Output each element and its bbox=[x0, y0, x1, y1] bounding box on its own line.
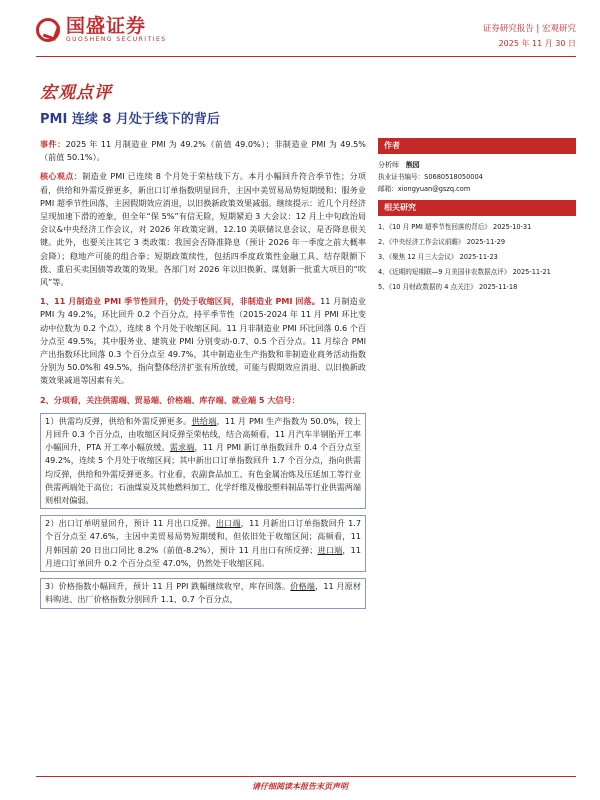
signal-3-text-price: ，11 月原材料购进、出厂价格指数分别回升 1.1、0.7 个百分点， bbox=[45, 581, 361, 605]
related-item[interactable]: 1、《10 月 PMI 超季节性回落的背后》 2025-10-31 bbox=[378, 223, 532, 231]
report-date: 2025 年 11 月 30 日 bbox=[498, 39, 576, 48]
section-1-body: 11 月制造业 PMI 为 49.2%，环比回升 0.2 个百分点，持平季节性（2015-2024 年 11 月 PMI 环比变动中位数为 0.2 个点），连续 8 个月处于收缩区间。11 月非制造业 PMI 环比回落 0.6 个百分点至 49.5%，其中服务业、建筑业 PMI 分别变动-0.7、0.5 个百分点。11 月综合 PMI 产出指数环比回落 0.3 个百分点至 49.7%，其中制造业生产指数和非制造业商务活动指数分别为 50.0%和 49.5%，指向整体经济扩张有所放缓，可能与假期效应消退、以旧换新政策效果减退等因素有关。 bbox=[40, 296, 366, 386]
logo-name-en: GUOSHENG SECURITIES bbox=[66, 36, 167, 43]
signal-trade bbox=[40, 515, 366, 572]
section-2-heading: 2、分项看，关注供需端、贸易端、价格端、库存端、就业端 5 大信号： bbox=[40, 394, 300, 405]
signal-2-text-import: ，11 月进口订单回升 0.2 个百分点至 47.0%，仍然处于收缩区间。 bbox=[45, 544, 361, 568]
section-1-heading: 1、11 月制造业 PMI 季节性回升，仍处于收缩区间，非制造业 PMI 回落。 bbox=[40, 296, 321, 307]
core-view-text: 制造业 PMI 已连续 8 个月处于荣枯线下方。本月小幅回升符合季节性；分项看，供给和外需反弹更多，新出口订单指数明显回升，主因中美贸易局势短期缓和；服务业 PMI 超季节性回落，主因假期效应消退，以旧换新政策效果减弱。继续提示：近几个月经济呈现加速下滑的迹象，但全年“保 5%”有信无险，短期紧迫 3 大会议：12 月上中旬政治局会议&中央经济工作会议，对 2026 年政策定调，12.10 美联储议息会议，是否降息很关键。此外，也要关注其它 3 类政策：我国会否降准降息（预计 2026 年一季度之前大概率会降）；稳地产可能的组合拳；短期政策续性，包括四季度政策性金融工具、结存限额下拨、重启买卖国债等政策的效果。各部门对 2026 年以旧换新、谋划新一批重大项目的“吹风”等。 bbox=[40, 171, 366, 288]
analyst-role: 分析师 bbox=[378, 161, 399, 169]
section-1 bbox=[40, 295, 366, 387]
signal-3-key-price: 价格端 bbox=[290, 581, 316, 592]
report-title: PMI 连续 8 月处于线下的背后 bbox=[40, 112, 220, 127]
event-paragraph bbox=[40, 138, 366, 164]
signal-2-lead: 2）出口订单明显回升，预计 11 月出口反弹。 bbox=[45, 518, 216, 529]
core-view-paragraph bbox=[40, 170, 366, 289]
signal-3-lead: 3）价格指数小幅回升，预计 11 月 PPI 跌幅继续收窄，库存回落。 bbox=[45, 581, 291, 592]
signal-1-text-supply: ，11 月 PMI 生产指数为 50.0%，较上月回升 0.3 个百分点，由收缩区间反弹至荣枯线，结合高频看，11 月汽车半钢胎开工率小幅回升，PTA 开工率小幅放缓。 bbox=[45, 415, 361, 453]
signal-1-key-demand: 需求端 bbox=[169, 442, 195, 453]
signal-2-key-import: 进口端 bbox=[317, 544, 343, 555]
footer-disclaimer: 请仔细阅读本报告末页声明 bbox=[252, 782, 348, 791]
analyst-row bbox=[378, 160, 576, 170]
logo-name-cn: 国盛证券 bbox=[66, 15, 147, 37]
header-divider bbox=[36, 56, 576, 57]
report-category: 宏观点评 bbox=[40, 83, 112, 103]
brand-logo bbox=[36, 16, 167, 44]
sidebar bbox=[378, 138, 576, 297]
related-item[interactable]: 3、《聚焦 12 月三大会议》 2025-11-23 bbox=[378, 253, 498, 261]
related-research-heading: 相关研究 bbox=[378, 200, 576, 216]
signal-1-key-supply: 供给端 bbox=[191, 415, 217, 426]
analyst-license: 执业证书编号：S0680518050004 bbox=[378, 173, 483, 181]
analyst-name: 熊园 bbox=[405, 161, 420, 169]
report-header bbox=[0, 0, 600, 64]
related-item[interactable]: 2、《中央经济工作会议前瞻》 2025-11-29 bbox=[378, 238, 506, 246]
event-label: 事件： bbox=[40, 139, 66, 149]
event-text: 2025 年 11 月制造业 PMI 为 49.2%（前值 49.0%）；非制造业 PMI 为 49.5%（前值 50.1%）。 bbox=[40, 139, 366, 163]
related-item[interactable]: 5、《10 月财政数据的 4 点关注》 2025-11-18 bbox=[378, 283, 518, 291]
core-view-label: 核心观点： bbox=[40, 171, 83, 182]
footer-divider bbox=[36, 776, 576, 777]
logo-emblem-icon bbox=[36, 18, 60, 42]
main-column bbox=[40, 138, 366, 615]
related-item[interactable]: 4、《近期的短期联—9 月美国非农数据点评》 2025-11-21 bbox=[378, 268, 551, 276]
signal-1-text-demand: ，11 月 PMI 新订单指数回升 0.4 个百分点至 49.2%，连续 5 个月处于收缩区间；其中新出口订单指数回升 1.7 个百分点，指向供需均反弹，供给和外需反弹更多。行业看，农副食品加工、有色金属冶炼及压延加工等行业供需两端处于高位；石油煤炭及其他燃料加工、化学纤维及橡胶塑料制品等行业供需两端则相对偏弱。 bbox=[45, 442, 361, 506]
signal-price bbox=[40, 578, 366, 608]
signal-1-lead: 1）供需均反弹，供给和外需反弹更多。 bbox=[45, 415, 192, 426]
analyst-email[interactable]: 邮箱：xiongyuan@gszq.com bbox=[378, 185, 471, 193]
report-type: 证券研究报告 | 宏观研究 bbox=[482, 24, 576, 34]
author-heading: 作者 bbox=[378, 138, 576, 154]
signal-supply-demand bbox=[40, 413, 366, 509]
signal-2-key-export: 出口端 bbox=[215, 518, 241, 529]
signal-2-text-export: ，11 月新出口订单指数回升 1.7 个百分点至 47.6%，主因中美贸易局势短期缓和，但依旧处于收缩区间；高频看，11 月韩国前 20 日出口同比 8.2%（前值-8.2%），预计 11 月出口有所反弹； bbox=[45, 518, 361, 555]
